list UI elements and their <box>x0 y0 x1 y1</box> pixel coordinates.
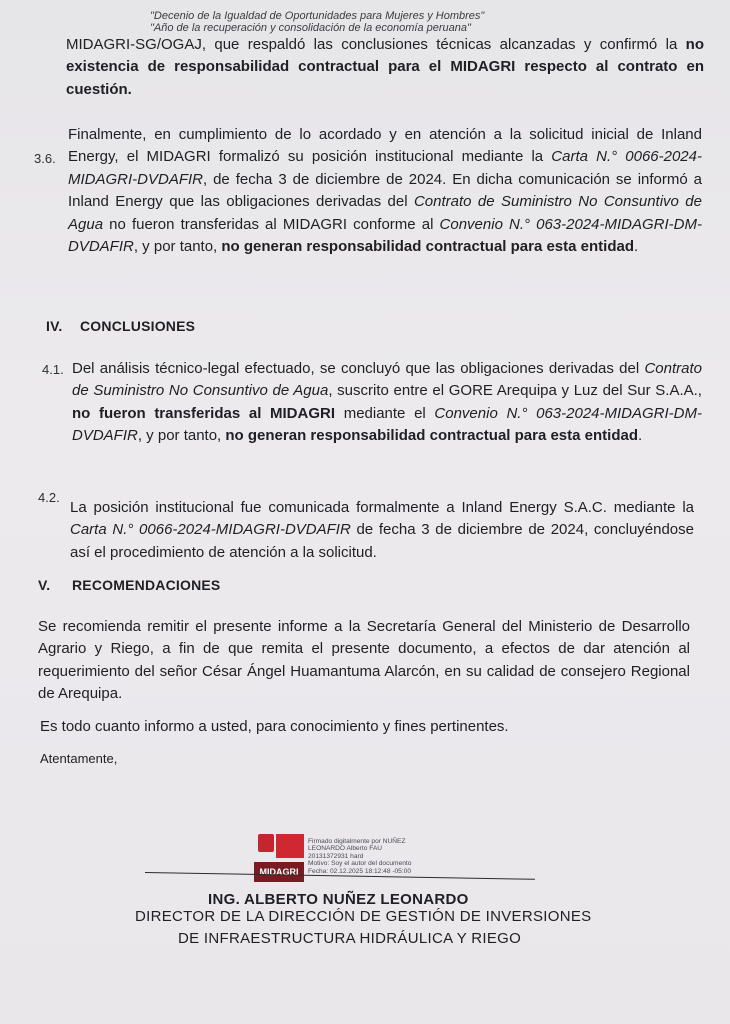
p42-text-2: de fecha 3 de diciembre de 2024, concluyéndose así el procedimiento de atención a la solicitud. <box>70 521 694 561</box>
digital-sig-line: Motivo: Soy el autor del documento <box>308 860 412 868</box>
section-v-heading <box>38 577 220 593</box>
p36-contrato: Contrato de Suministro No Consuntivo de Agua <box>68 193 702 233</box>
peru-seal-icon <box>258 834 274 852</box>
section-v-number: V. <box>38 577 51 593</box>
paragraph-number-4-2: 4.2. <box>38 490 60 505</box>
p41-contrato: Contrato de Suministro No Consuntivo de Agua <box>72 360 702 400</box>
regards: Atentamente, <box>40 751 118 766</box>
header-line-2: "Año de la recuperación y consolidación de la economía peruana" <box>150 22 471 34</box>
recommendation-paragraph: Se recomienda remitir el presente informe a la Secretaría General del Ministerio de Desarrollo Agrario y Riego, a fin de que remita el presente documento, a efectos de dar atención al requerimiento del señor César Ángel Huamantuma Alarcón, en su calidad de consejero Regional de Arequipa. <box>38 618 690 703</box>
p41-text-4: , y por tanto, <box>137 427 226 445</box>
digital-sig-line: 20131372931 hard <box>308 852 364 860</box>
p41-text-3: mediante el <box>335 404 435 422</box>
paragraph-4-2 <box>70 497 694 564</box>
p36-text-5: . <box>634 238 639 256</box>
signer-title-2: DE INFRAESTRUCTURA HIDRÁULICA Y RIEGO <box>178 930 522 947</box>
intro-bold: no existencia de responsabilidad contractual para el MIDAGRI respecto al contrato en cuestión. <box>66 36 704 98</box>
midagri-logo <box>254 834 304 886</box>
paragraph-3-6 <box>68 124 702 258</box>
section-iv-title: CONCLUSIONES <box>80 318 196 334</box>
p42-text-1: La posición institucional fue comunicada formalmente a Inland Energy S.A.C. mediante la <box>70 499 694 516</box>
p41-bold-1: no fueron transferidas al MIDAGRI <box>72 404 336 422</box>
digital-sig-line: Firmado digitalmente por NUÑEZ <box>308 838 406 845</box>
p36-carta: Carta N.° 0066-2024-MIDAGRI-DVDAFIR <box>68 148 702 188</box>
header-line-1: "Decenio de la Igualdad de Oportunidades para Mujeres y Hombres" <box>150 10 485 22</box>
digital-signature-block <box>308 838 411 875</box>
intro-text: MIDAGRI-SG/OGAJ, que respaldó las conclusiones técnicas alcanzadas y confirmó la <box>66 36 686 53</box>
p41-text-2: , suscrito entre el GORE Arequipa y Luz del Sur S.A.A., <box>328 382 702 400</box>
paragraph-number-4-1: 4.1. <box>42 362 64 377</box>
closing-line: Es todo cuanto informo a usted, para conocimiento y fines pertinentes. <box>40 718 509 735</box>
digital-sig-line: LEONARDO Alberto FAU <box>308 845 383 853</box>
signer-title-1: DIRECTOR DE LA DIRECCIÓN DE GESTIÓN DE INVERSIONES <box>135 908 592 925</box>
p36-convenio: Convenio N.° 063-2024-MIDAGRI-DM-DVDAFIR <box>68 215 702 256</box>
p41-text-1: Del análisis técnico-legal efectuado, se concluyó que las obligaciones derivadas del <box>72 360 645 377</box>
digital-sig-line: Fecha: 02.12.2025 18:12:48 -05:00 <box>308 867 412 875</box>
signer-name: ING. ALBERTO NUÑEZ LEONARDO <box>208 891 469 908</box>
p36-text-2: , de fecha 3 de diciembre de 2024. En dicha comunicación se informó a Inland Energy que las obligaciones derivadas del <box>68 170 702 211</box>
p36-bold: no generan responsabilidad contractual para esta entidad <box>221 238 634 256</box>
paragraph-number-3-6: 3.6. <box>34 151 56 166</box>
section-iv-heading <box>46 318 195 334</box>
p41-text-5: . <box>638 427 643 445</box>
p42-carta: Carta N.° 0066-2024-MIDAGRI-DVDAFIR <box>70 521 351 539</box>
flag-icon <box>276 834 304 858</box>
p36-text-4: , y por tanto, <box>133 238 222 256</box>
section-iv-number: IV. <box>46 318 63 334</box>
paragraph-4-1 <box>72 358 702 448</box>
p41-bold-2: no generan responsabilidad contractual para esta entidad <box>225 427 638 445</box>
section-v-title: RECOMENDACIONES <box>72 577 221 593</box>
p36-text-3: no fueron transferidas al MIDAGRI conforme al <box>103 215 440 233</box>
logo-text: MIDAGRI <box>254 862 304 882</box>
p36-text-1: Finalmente, en cumplimiento de lo acordado y en atención a la solicitud inicial de Inland Energy, el MIDAGRI formalizó su posición institucional mediante la <box>68 126 702 166</box>
intro-paragraph <box>66 34 704 101</box>
p41-convenio: Convenio N.° 063-2024-MIDAGRI-DM-DVDAFIR <box>72 404 702 445</box>
